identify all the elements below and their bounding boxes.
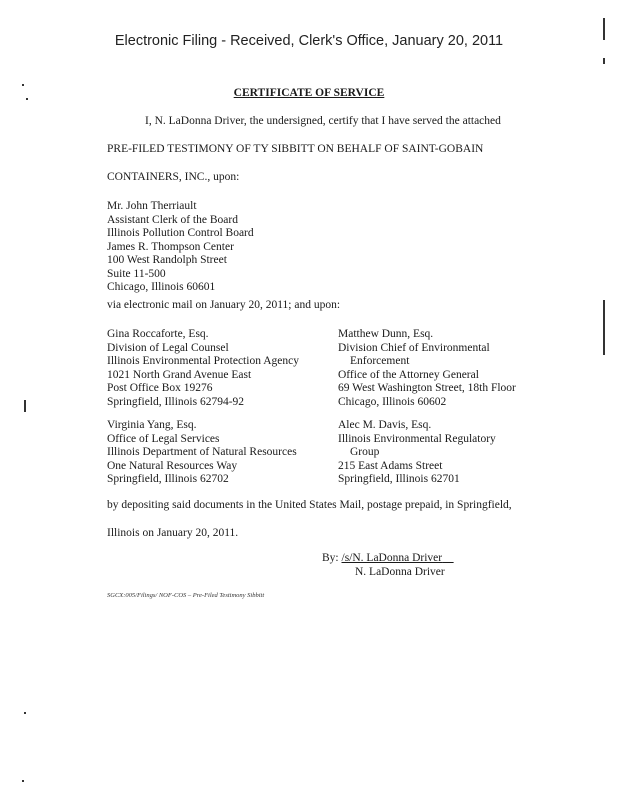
address-line: Gina Roccaforte, Esq. — [107, 328, 209, 340]
address-line: 215 East Adams Street — [338, 459, 443, 472]
signature-line — [322, 552, 454, 566]
address-line: Division Chief of Environmental — [338, 341, 490, 354]
closing-line-2: Illinois on January 20, 2011. — [107, 527, 239, 539]
document-title-line-1: PRE-FILED TESTIMONY OF TY SIBBITT ON BEHALF OF SAINT-GOBAIN — [107, 143, 484, 155]
electronic-filing-stamp: Electronic Filing - Received, Clerk's Office, January 20, 2011 — [114, 33, 504, 49]
address-line: Chicago, Illinois 60602 — [338, 395, 447, 408]
address-line: Group — [350, 446, 380, 458]
address-line: Illinois Environmental Protection Agency — [107, 355, 299, 367]
file-path-footer: SGCX:005/Filings/ NOF-COS – Pre-Filed Testimony Sibbitt — [107, 592, 265, 599]
scan-artifact — [22, 84, 24, 86]
address-line: Illinois Pollution Control Board — [107, 227, 254, 239]
address-line: Suite 11-500 — [107, 267, 166, 280]
address-line: Office of Legal Services — [107, 432, 220, 445]
address-line: Illinois Environmental Regulatory — [338, 432, 496, 445]
scan-artifact — [26, 98, 28, 100]
scan-artifact — [24, 400, 26, 412]
address-line: Springfield, Illinois 62702 — [107, 473, 229, 485]
recipient-gina-roccaforte — [107, 328, 299, 409]
address-line: Springfield, Illinois 62701 — [338, 473, 460, 485]
address-line: Division of Legal Counsel — [107, 341, 229, 354]
scan-artifact — [24, 712, 26, 714]
signer-name: N. LaDonna Driver — [355, 566, 445, 578]
scan-artifact — [603, 58, 605, 64]
address-line: 100 West Randolph Street — [107, 254, 227, 266]
recipient-virginia-yang — [107, 419, 297, 487]
address-line: 69 West Washington Street, 18th Floor — [338, 382, 516, 394]
electronic-signature: /s/N. LaDonna Driver — [341, 552, 443, 564]
address-line: Matthew Dunn, Esq. — [338, 328, 434, 340]
service-method-line: via electronic mail on January 20, 2011; and upon: — [107, 299, 341, 311]
closing-line-1: by depositing said documents in the United States Mail, postage prepaid, in Springfield, — [107, 499, 512, 511]
signature-by-label: By: — [322, 552, 339, 564]
recipient-matthew-dunn — [338, 328, 516, 409]
document-title-line-2: CONTAINERS, INC., upon: — [107, 171, 240, 183]
scan-artifact — [603, 18, 605, 40]
address-line: One Natural Resources Way — [107, 459, 238, 472]
address-line: Alec M. Davis, Esq. — [338, 419, 432, 431]
address-line: 1021 North Grand Avenue East — [107, 368, 252, 381]
address-line: Virginia Yang, Esq. — [107, 419, 197, 431]
address-line: Assistant Clerk of the Board — [107, 213, 238, 226]
address-line: Post Office Box 19276 — [107, 382, 213, 394]
scan-artifact — [603, 300, 605, 355]
scan-artifact — [22, 780, 24, 782]
address-line: Chicago, Illinois 60601 — [107, 281, 216, 293]
address-line: Illinois Department of Natural Resources — [107, 446, 297, 458]
address-line: Springfield, Illinois 62794-92 — [107, 395, 245, 408]
address-line: Mr. John Therriault — [107, 200, 197, 212]
address-line: James R. Thompson Center — [107, 240, 234, 253]
primary-recipient-address — [107, 200, 254, 295]
recipient-alec-davis — [338, 419, 496, 487]
certificate-title: CERTIFICATE OF SERVICE — [233, 87, 385, 99]
intro-paragraph: I, N. LaDonna Driver, the undersigned, certify that I have served the attached — [145, 115, 501, 127]
address-line: Office of the Attorney General — [338, 368, 479, 381]
address-line: Enforcement — [350, 355, 410, 367]
